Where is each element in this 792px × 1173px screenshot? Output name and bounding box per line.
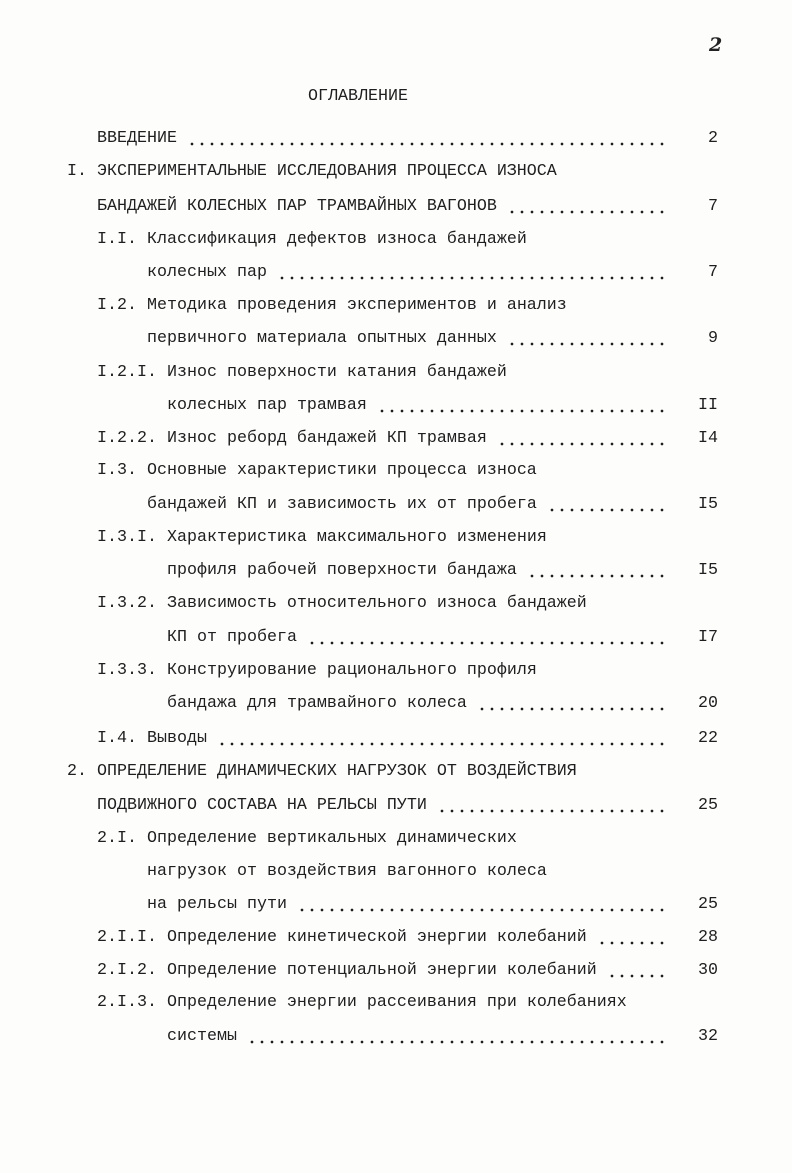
dot-leader: [527, 560, 668, 582]
toc-entry-page: I4: [698, 429, 718, 448]
toc-entry-text: бандажа для трамвайного колеса: [167, 694, 467, 713]
toc-entry-text: Определение потенциальной энергии колебаний: [166, 961, 597, 980]
toc-entry-page: II: [698, 396, 718, 415]
toc-entry-page: 32: [698, 1027, 718, 1046]
toc-line: [147, 494, 718, 516]
toc-entry-text: Определение энергии рассеивания при колебаниях: [166, 993, 627, 1012]
toc-entry-number: I.3.2.: [97, 594, 157, 613]
dot-leader: [247, 1026, 668, 1048]
toc-line: [147, 861, 547, 883]
toc-line: [97, 229, 527, 251]
toc-entry-text: БАНДАЖЕЙ КОЛЕСНЫХ ПАР ТРАМВАЙНЫХ ВАГОНОВ: [97, 197, 497, 216]
toc-entry-text: Износ поверхности катания бандажей: [166, 363, 507, 382]
toc-line: [97, 927, 718, 949]
toc-entry-text: системы: [167, 1027, 237, 1046]
toc-entry-number: I.2.I.: [97, 363, 157, 382]
toc-line: [97, 128, 718, 150]
toc-line: [97, 728, 718, 750]
toc-entry-page: 7: [708, 263, 718, 282]
toc-line: [147, 262, 718, 284]
toc-entry-page: 28: [698, 928, 718, 947]
toc-line: [167, 627, 718, 649]
dot-leader: [497, 428, 668, 450]
toc-entry-text: нагрузок от воздействия вагонного колеса: [147, 862, 547, 881]
dot-leader: [297, 894, 668, 916]
toc-entry-text: Определение кинетической энергии колебаний: [166, 928, 587, 947]
toc-entry-number: 2.I.2.: [97, 961, 157, 980]
toc-entry-number: I.2.2.: [97, 429, 157, 448]
dot-leader: [307, 627, 668, 649]
toc-entry-page: 2: [708, 129, 718, 148]
toc-entry-text: Характеристика максимального изменения: [166, 528, 547, 547]
toc-entry-text: Методика проведения экспериментов и анализ: [146, 296, 567, 315]
toc-entry-page: 30: [698, 961, 718, 980]
toc-line: [167, 693, 718, 715]
toc-entry-page: 22: [698, 729, 718, 748]
dot-leader: [377, 395, 668, 417]
dot-leader: [217, 728, 668, 750]
toc-entry-number: I.4.: [97, 729, 137, 748]
toc-line: [97, 795, 718, 817]
toc-line: [167, 395, 718, 417]
dot-leader: [507, 328, 668, 350]
toc-line: [97, 460, 537, 482]
toc-line: [97, 593, 587, 615]
toc-line: [97, 992, 627, 1014]
dot-leader: [547, 494, 668, 516]
page-number: 2: [709, 34, 723, 56]
toc-line: [167, 1026, 718, 1048]
toc-entry-number: I.I.: [97, 230, 137, 249]
toc-entry-page: 25: [698, 796, 718, 815]
toc-entry-text: ОПРЕДЕЛЕНИЕ ДИНАМИЧЕСКИХ НАГРУЗОК ОТ ВОЗДЕЙСТВИЯ: [97, 762, 577, 781]
toc-entry-text: первичного материала опытных данных: [147, 329, 497, 348]
toc-entry-text: профиля рабочей поверхности бандажа: [167, 561, 517, 580]
toc-entry-number: 2.I.3.: [97, 993, 157, 1012]
toc-entry-number: I.3.: [97, 461, 137, 480]
toc-entry-text: ВВЕДЕНИЕ: [97, 129, 177, 148]
toc-entry-page: 7: [708, 197, 718, 216]
toc-entry-text: ПОДВИЖНОГО СОСТАВА НА РЕЛЬСЫ ПУТИ: [97, 796, 427, 815]
toc-entry-page: I5: [698, 561, 718, 580]
toc-entry-page: I5: [698, 495, 718, 514]
toc-entry-text: Выводы: [146, 729, 207, 748]
toc-entry-text: КП от пробега: [167, 628, 297, 647]
toc-line: [97, 295, 567, 317]
dot-leader: [607, 960, 668, 982]
toc-line: [147, 328, 718, 350]
toc-entry-number: 2.: [67, 762, 87, 781]
toc-entry-text: колесных пар: [147, 263, 267, 282]
toc-line: [97, 362, 507, 384]
toc-entry-text: Конструирование рационального профиля: [166, 661, 537, 680]
toc-entry-text: на рельсы пути: [147, 895, 287, 914]
toc-line: [97, 960, 718, 982]
toc-title: ОГЛАВЛЕНИЕ: [308, 87, 408, 106]
toc-entry-number: I.3.I.: [97, 528, 157, 547]
toc-entry-number: I.2.: [97, 296, 137, 315]
dot-leader: [277, 262, 668, 284]
toc-line: [67, 161, 557, 183]
toc-line: [97, 428, 718, 450]
toc-line: [167, 560, 718, 582]
dot-leader: [187, 128, 668, 150]
dot-leader: [507, 196, 668, 218]
toc-entry-text: бандажей КП и зависимость их от пробега: [147, 495, 537, 514]
toc-line: [97, 196, 718, 218]
toc-entry-text: Зависимость относительного износа бандажей: [166, 594, 587, 613]
toc-entry-text: Определение вертикальных динамических: [146, 829, 517, 848]
toc-entry-text: Износ реборд бандажей КП трамвая: [166, 429, 487, 448]
dot-leader: [477, 693, 668, 715]
toc-entry-page: 20: [698, 694, 718, 713]
toc-entry-number: 2.I.: [97, 829, 137, 848]
toc-entry-page: 9: [708, 329, 718, 348]
toc-line: [97, 660, 537, 682]
toc-entry-text: ЭКСПЕРИМЕНТАЛЬНЫЕ ИССЛЕДОВАНИЯ ПРОЦЕССА ИЗНОСА: [97, 162, 557, 181]
toc-entry-number: 2.I.I.: [97, 928, 157, 947]
toc-line: [147, 894, 718, 916]
toc-entry-page: I7: [698, 628, 718, 647]
toc-entry-page: 25: [698, 895, 718, 914]
toc-line: [97, 527, 547, 549]
toc-entry-text: Основные характеристики процесса износа: [146, 461, 537, 480]
dot-leader: [597, 927, 668, 949]
toc-entry-number: I.3.3.: [97, 661, 157, 680]
dot-leader: [437, 795, 668, 817]
toc-entry-text: колесных пар трамвая: [167, 396, 367, 415]
toc-entry-text: Классификация дефектов износа бандажей: [146, 230, 527, 249]
toc-line: [67, 761, 577, 783]
toc-entry-number: I.: [67, 162, 87, 181]
toc-line: [97, 828, 517, 850]
